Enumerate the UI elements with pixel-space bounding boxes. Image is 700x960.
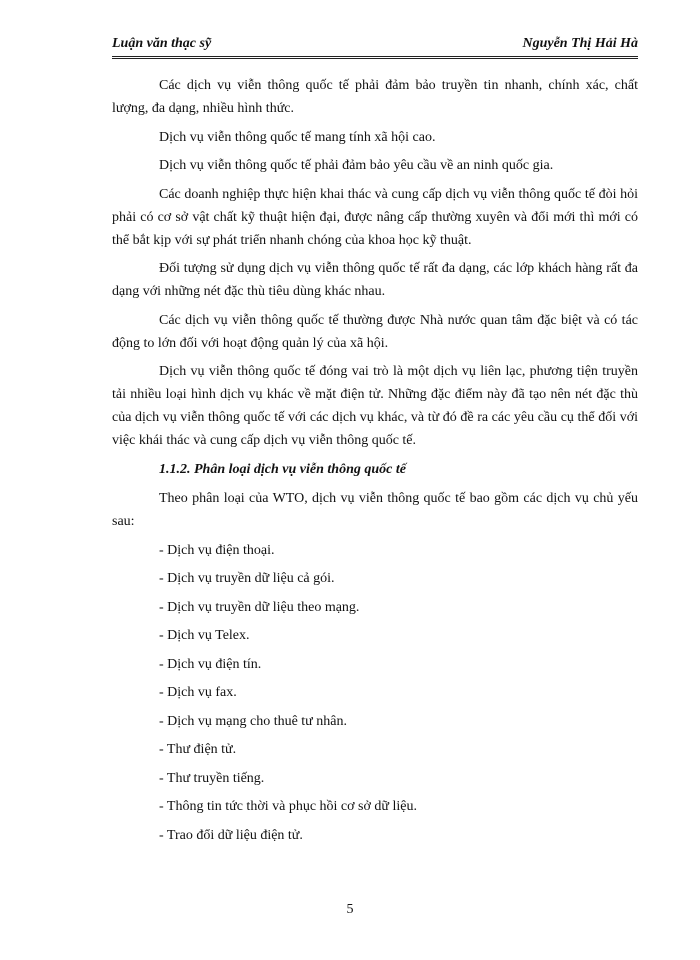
list-item: - Dịch vụ truyền dữ liệu cả gói. <box>159 571 335 586</box>
document-body <box>112 74 638 852</box>
paragraph: Dịch vụ viễn thông quốc tế mang tính xã hội cao. <box>159 129 436 145</box>
paragraph: Các dịch vụ viễn thông quốc tế thường được Nhà nước quan tâm đặc biệt và có tác động to lớn đối với hoạt động quản lý của xã hội. <box>112 312 638 351</box>
paragraph: Đối tượng sử dụng dịch vụ viễn thông quốc tế rất đa dạng, các lớp khách hàng rất đa dạng với những nét đặc thù tiêu dùng khác nhau. <box>112 261 638 299</box>
paragraph: Các doanh nghiệp thực hiện khai thác và cung cấp dịch vụ viễn thông quốc tế đòi hỏi phải có cơ sở vật chất kỹ thuật hiện đại, được nâng cấp thường xuyên và đổi mới thì mới có thể bắt kịp với sự phát triển nhanh chóng của khoa học kỹ thuật. <box>112 186 638 248</box>
header-author-name: Nguyễn Thị Hải Hà <box>522 36 638 51</box>
list-item: - Dịch vụ điện tín. <box>159 656 262 672</box>
section-heading: 1.1.2. Phân loại dịch vụ viễn thông quốc tế <box>159 462 406 477</box>
paragraph: Dịch vụ viễn thông quốc tế đóng vai trò là một dịch vụ liên lạc, phương tiện truyền tải nhiều loại hình dịch vụ khác về mặt điện tử. Những đặc điểm này đã tạo nên nét đặc thù của dịch vụ viễn thông quốc tế với các dịch vụ khác, và từ đó đề ra các yêu cầu cụ thể đối với việc khái thác và cung cấp dịch vụ viễn thông quốc tế. <box>112 364 638 448</box>
list-item: - Thư điện tử. <box>159 742 237 757</box>
list-item: - Dịch vụ fax. <box>159 685 237 700</box>
header-thesis-type: Luận văn thạc sỹ <box>112 36 212 51</box>
page-number: 5 <box>346 902 354 917</box>
paragraph: Các dịch vụ viễn thông quốc tế phải đảm bảo truyền tin nhanh, chính xác, chất lượng, đa dạng, nhiều hình thức. <box>112 78 638 116</box>
list-item: - Trao đổi dữ liệu điện tử. <box>159 827 303 843</box>
paragraph: Dịch vụ viễn thông quốc tế phải đảm bảo yêu cầu về an ninh quốc gia. <box>159 158 554 173</box>
list-item: - Dịch vụ mạng cho thuê tư nhân. <box>159 713 347 729</box>
list-item: - Dịch vụ điện thoại. <box>159 542 275 558</box>
page-header <box>112 38 638 59</box>
section-intro: Theo phân loại của WTO, dịch vụ viễn thông quốc tế bao gồm các dịch vụ chủ yếu sau: <box>112 491 638 529</box>
list-item: - Thư truyền tiếng. <box>159 770 265 786</box>
list-item: - Dịch vụ Telex. <box>159 628 250 643</box>
list-item: - Thông tin tức thời và phục hồi cơ sở dữ liệu. <box>159 799 417 814</box>
list-item: - Dịch vụ truyền dữ liệu theo mạng. <box>159 599 360 615</box>
